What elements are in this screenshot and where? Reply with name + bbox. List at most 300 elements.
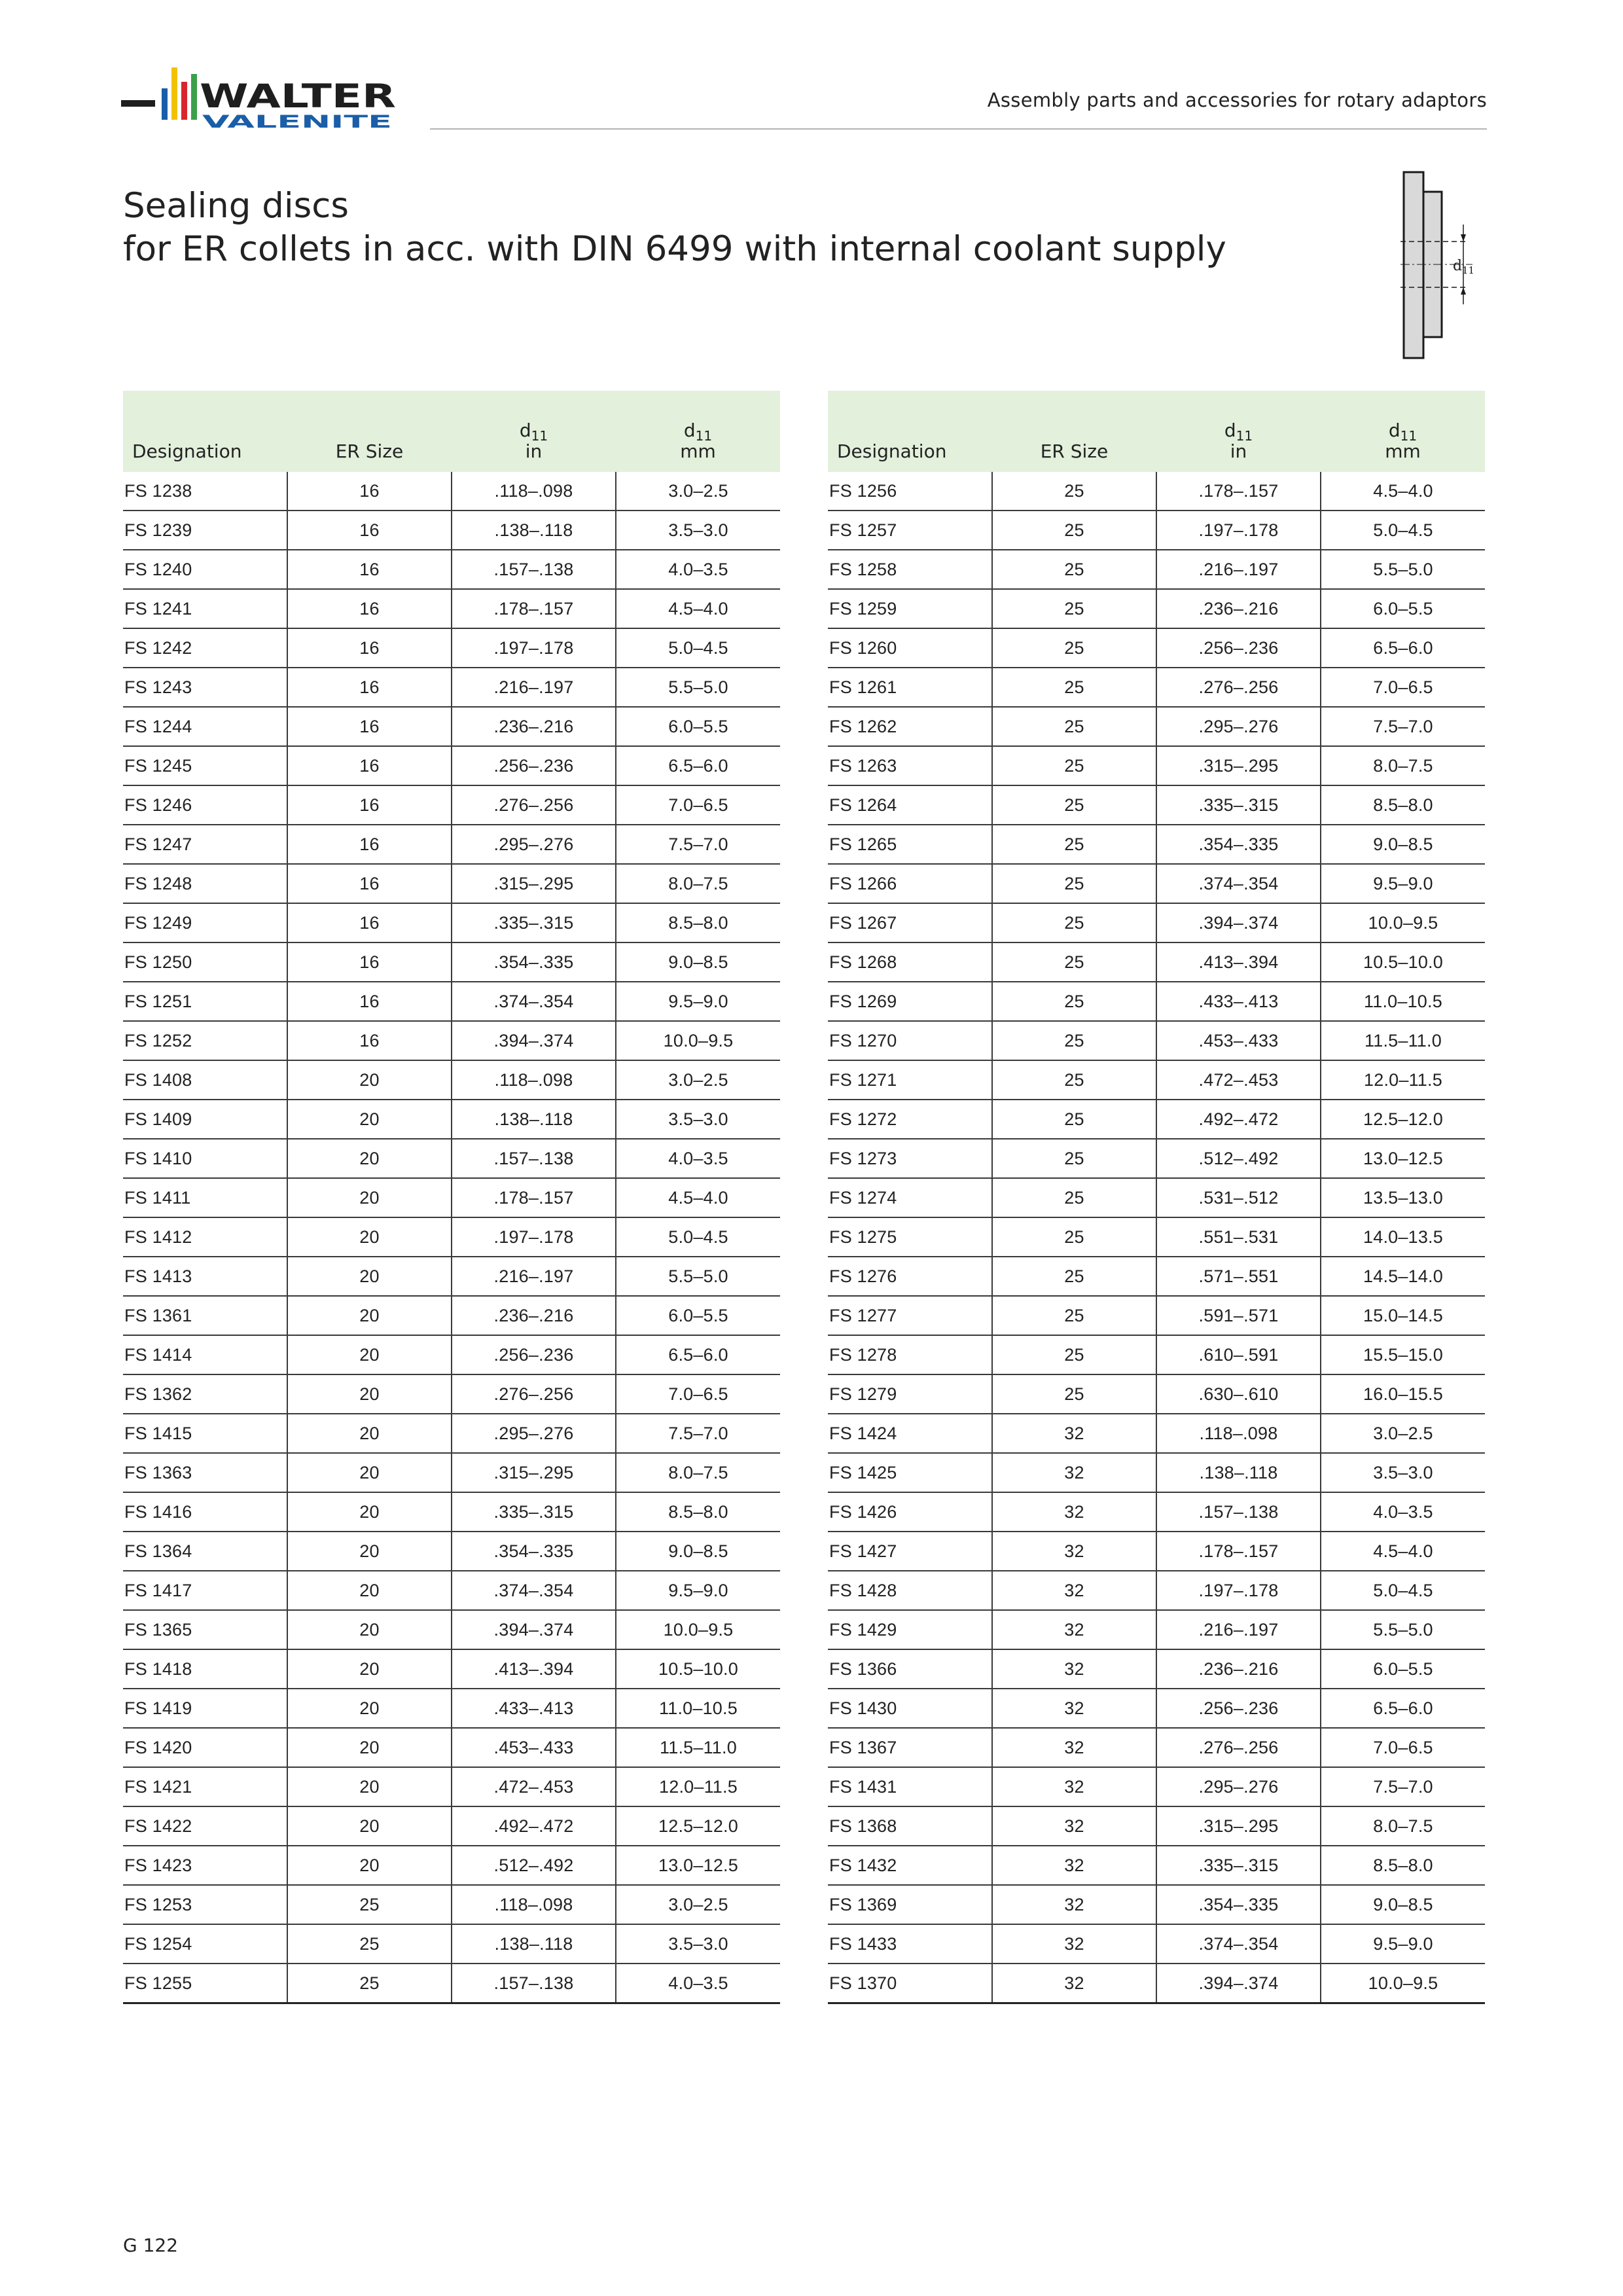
d11-mm-cell: 3.0–2.5 [1321, 1414, 1485, 1453]
table-left [123, 391, 780, 2004]
d11-mm-cell: 10.0–9.5 [1321, 903, 1485, 942]
d11-mm-cell: 5.0–4.5 [1321, 511, 1485, 550]
er-size-cell: 16 [287, 746, 452, 785]
designation-cell: FS 1369 [828, 1885, 992, 1924]
d11-mm-cell: 13.5–13.0 [1321, 1178, 1485, 1217]
designation-cell: FS 1422 [123, 1806, 287, 1846]
d11-mm-cell: 9.5–9.0 [1321, 864, 1485, 903]
designation-cell: FS 1259 [828, 589, 992, 628]
designation-cell: FS 1370 [828, 1964, 992, 2003]
designation-cell: FS 1239 [123, 511, 287, 550]
designation-cell: FS 1260 [828, 628, 992, 668]
d11-in-cell: .453–.433 [452, 1728, 616, 1767]
table-row [123, 1335, 780, 1374]
designation-cell: FS 1420 [123, 1728, 287, 1767]
page-title [123, 185, 1226, 271]
designation-cell: FS 1255 [123, 1964, 287, 2003]
d11-mm-cell: 5.5–5.0 [616, 1257, 780, 1296]
d11-in-cell: .335–.315 [1156, 1846, 1321, 1885]
d11-mm-cell: 7.0–6.5 [1321, 1728, 1485, 1767]
d11-mm-cell: 6.0–5.5 [616, 707, 780, 746]
designation-cell: FS 1270 [828, 1021, 992, 1060]
d11-mm-cell: 4.0–3.5 [616, 1964, 780, 2003]
d11-in-cell: .118–.098 [1156, 1414, 1321, 1453]
er-size-cell: 20 [287, 1806, 452, 1846]
d11-mm-cell: 13.0–12.5 [1321, 1139, 1485, 1178]
er-size-cell: 16 [287, 903, 452, 942]
table-row [828, 511, 1485, 550]
er-size-cell: 20 [287, 1532, 452, 1571]
table-row [123, 785, 780, 825]
table-row [123, 1060, 780, 1100]
d11-in-cell: .118–.098 [452, 472, 616, 511]
d11-mm-cell: 6.5–6.0 [1321, 628, 1485, 668]
er-size-cell: 32 [992, 1806, 1156, 1846]
d11-in-cell: .630–.610 [1156, 1374, 1321, 1414]
designation-cell: FS 1251 [123, 982, 287, 1021]
table-row [123, 1610, 780, 1649]
d11-in-cell: .276–.256 [452, 1374, 616, 1414]
er-size-cell: 25 [992, 942, 1156, 982]
designation-cell: FS 1258 [828, 550, 992, 589]
er-size-cell: 32 [992, 1414, 1156, 1453]
er-size-cell: 32 [992, 1924, 1156, 1964]
designation-cell: FS 1428 [828, 1571, 992, 1610]
d11-mm-cell: 8.5–8.0 [616, 1492, 780, 1532]
d11-in-cell: .157–.138 [452, 1139, 616, 1178]
er-size-cell: 20 [287, 1139, 452, 1178]
designation-cell: FS 1252 [123, 1021, 287, 1060]
table-row [123, 1217, 780, 1257]
er-size-cell: 25 [287, 1885, 452, 1924]
er-size-cell: 25 [992, 1257, 1156, 1296]
d11-mm-cell: 6.0–5.5 [1321, 1649, 1485, 1689]
d11-in-cell: .236–.216 [452, 707, 616, 746]
d11-mm-cell: 4.5–4.0 [616, 1178, 780, 1217]
d11-mm-cell: 3.5–3.0 [616, 1924, 780, 1964]
er-size-cell: 32 [992, 1728, 1156, 1767]
d11-mm-cell: 5.5–5.0 [616, 668, 780, 707]
er-size-cell: 25 [992, 1139, 1156, 1178]
designation-cell: FS 1361 [123, 1296, 287, 1335]
designation-cell: FS 1274 [828, 1178, 992, 1217]
table-row [828, 1964, 1485, 2003]
table-header-row [123, 391, 780, 472]
er-size-cell: 20 [287, 1335, 452, 1374]
table-row [828, 589, 1485, 628]
d11-mm-cell: 3.0–2.5 [616, 1060, 780, 1100]
table-row [828, 746, 1485, 785]
er-size-cell: 25 [992, 903, 1156, 942]
designation-cell: FS 1277 [828, 1296, 992, 1335]
d11-in-cell: .236–.216 [452, 1296, 616, 1335]
d11-mm-cell: 9.5–9.0 [616, 982, 780, 1021]
designation-cell: FS 1418 [123, 1649, 287, 1689]
er-size-cell: 16 [287, 707, 452, 746]
table-row [828, 1492, 1485, 1532]
designation-cell: FS 1267 [828, 903, 992, 942]
table-row [828, 1806, 1485, 1846]
er-size-cell: 20 [287, 1767, 452, 1806]
er-size-cell: 20 [287, 1178, 452, 1217]
d11-in-cell: .315–.295 [452, 1453, 616, 1492]
er-size-cell: 25 [992, 864, 1156, 903]
table-row [828, 1532, 1485, 1571]
d11-mm-cell: 3.0–2.5 [616, 472, 780, 511]
er-size-cell: 25 [992, 746, 1156, 785]
d11-mm-cell: 9.0–8.5 [616, 1532, 780, 1571]
er-size-cell: 25 [992, 1060, 1156, 1100]
d11-in-cell: .531–.512 [1156, 1178, 1321, 1217]
d11-in-cell: .315–.295 [1156, 1806, 1321, 1846]
d11-in-cell: .551–.531 [1156, 1217, 1321, 1257]
table-row [828, 550, 1485, 589]
designation-cell: FS 1362 [123, 1374, 287, 1414]
d11-in-cell: .138–.118 [452, 1924, 616, 1964]
er-size-cell: 32 [992, 1610, 1156, 1649]
d11-mm-cell: 7.0–6.5 [616, 1374, 780, 1414]
table-row [828, 864, 1485, 903]
d11-mm-cell: 10.0–9.5 [616, 1021, 780, 1060]
table-row [123, 1453, 780, 1492]
designation-cell: FS 1426 [828, 1492, 992, 1532]
designation-cell: FS 1412 [123, 1217, 287, 1257]
page-number: G 122 [123, 2234, 179, 2256]
d11-in-cell: .216–.197 [452, 1257, 616, 1296]
table-row [123, 550, 780, 589]
d11-mm-cell: 6.5–6.0 [616, 1335, 780, 1374]
er-size-cell: 20 [287, 1374, 452, 1414]
d11-in-cell: .295–.276 [1156, 707, 1321, 746]
d11-in-cell: .216–.197 [1156, 1610, 1321, 1649]
title-line-2: for ER collets in acc. with DIN 6499 with internal coolant supply [123, 229, 1226, 269]
d11-in-cell: .197–.178 [452, 1217, 616, 1257]
d11-in-cell: .492–.472 [1156, 1100, 1321, 1139]
table-row [123, 1139, 780, 1178]
designation-cell: FS 1272 [828, 1100, 992, 1139]
table-row [828, 1689, 1485, 1728]
table-row [828, 628, 1485, 668]
title-line-1: Sealing discs [123, 186, 349, 226]
d11-mm-cell: 15.5–15.0 [1321, 1335, 1485, 1374]
table-row [828, 1021, 1485, 1060]
er-size-cell: 20 [287, 1060, 452, 1100]
table-row [123, 1806, 780, 1846]
er-size-cell: 16 [287, 785, 452, 825]
d11-mm-cell: 4.5–4.0 [1321, 472, 1485, 511]
designation-cell: FS 1257 [828, 511, 992, 550]
table-row [828, 1139, 1485, 1178]
col-header-er-size: ER Size [992, 391, 1156, 472]
designation-cell: FS 1248 [123, 864, 287, 903]
d11-in-cell: .394–.374 [1156, 1964, 1321, 2003]
designation-cell: FS 1271 [828, 1060, 992, 1100]
table-row [123, 472, 780, 511]
table-body-left [123, 472, 780, 2003]
d11-mm-cell: 11.0–10.5 [1321, 982, 1485, 1021]
d11-mm-cell: 7.5–7.0 [1321, 707, 1485, 746]
d11-mm-cell: 6.0–5.5 [616, 1296, 780, 1335]
d11-mm-cell: 7.0–6.5 [1321, 668, 1485, 707]
table-row [123, 1374, 780, 1414]
er-size-cell: 16 [287, 864, 452, 903]
drawing-label-d: d [1453, 258, 1463, 274]
table-row [123, 1178, 780, 1217]
d11-mm-cell: 13.0–12.5 [616, 1846, 780, 1885]
er-size-cell: 16 [287, 1021, 452, 1060]
logo-text-walter: WALTER [200, 77, 396, 115]
table-row [828, 1335, 1485, 1374]
d11-in-cell: .354–.335 [452, 942, 616, 982]
d11-mm-cell: 9.0–8.5 [616, 942, 780, 982]
er-size-cell: 25 [992, 589, 1156, 628]
designation-cell: FS 1247 [123, 825, 287, 864]
d11-in-cell: .413–.394 [452, 1649, 616, 1689]
d11-mm-cell: 4.5–4.0 [616, 589, 780, 628]
table-row [123, 628, 780, 668]
d11-mm-cell: 8.0–7.5 [616, 864, 780, 903]
table-row [123, 1492, 780, 1532]
d11-in-cell: .610–.591 [1156, 1335, 1321, 1374]
d11-in-cell: .315–.295 [452, 864, 616, 903]
designation-cell: FS 1415 [123, 1414, 287, 1453]
designation-cell: FS 1263 [828, 746, 992, 785]
d11-mm-cell: 6.5–6.0 [1321, 1689, 1485, 1728]
sealing-disc-drawing [1400, 169, 1492, 365]
er-size-cell: 32 [992, 1649, 1156, 1689]
designation-cell: FS 1238 [123, 472, 287, 511]
er-size-cell: 20 [287, 1728, 452, 1767]
col-header-d11-in: $d_{11}$ in [452, 391, 616, 472]
table-row [828, 1885, 1485, 1924]
er-size-cell: 25 [992, 1296, 1156, 1335]
d11-in-cell: .138–.118 [1156, 1453, 1321, 1492]
er-size-cell: 16 [287, 511, 452, 550]
table-row [123, 864, 780, 903]
er-size-cell: 20 [287, 1492, 452, 1532]
table-row [828, 1060, 1485, 1100]
d11-in-cell: .216–.197 [1156, 550, 1321, 589]
d11-mm-cell: 10.5–10.0 [1321, 942, 1485, 982]
er-size-cell: 20 [287, 1610, 452, 1649]
table-row [828, 1257, 1485, 1296]
table-row [828, 825, 1485, 864]
er-size-cell: 25 [992, 1100, 1156, 1139]
er-size-cell: 25 [992, 1021, 1156, 1060]
er-size-cell: 32 [992, 1532, 1156, 1571]
logo-text-valenite: VALENITE [202, 112, 392, 132]
designation-cell: FS 1367 [828, 1728, 992, 1767]
er-size-cell: 32 [992, 1885, 1156, 1924]
designation-cell: FS 1262 [828, 707, 992, 746]
d11-in-cell: .472–.453 [452, 1767, 616, 1806]
er-size-cell: 25 [992, 550, 1156, 589]
d11-mm-cell: 11.5–11.0 [1321, 1021, 1485, 1060]
d11-in-cell: .197–.178 [1156, 511, 1321, 550]
er-size-cell: 20 [287, 1296, 452, 1335]
d11-in-cell: .157–.138 [452, 1964, 616, 2003]
designation-cell: FS 1249 [123, 903, 287, 942]
table-row [828, 1846, 1485, 1885]
designation-cell: FS 1240 [123, 550, 287, 589]
d11-mm-cell: 6.5–6.0 [616, 746, 780, 785]
d11-mm-cell: 9.5–9.0 [616, 1571, 780, 1610]
sealing-disc-table-left [123, 391, 780, 2004]
d11-in-cell: .236–.216 [1156, 1649, 1321, 1689]
designation-cell: FS 1408 [123, 1060, 287, 1100]
d11-in-cell: .453–.433 [1156, 1021, 1321, 1060]
designation-cell: FS 1269 [828, 982, 992, 1021]
d11-in-cell: .394–.374 [452, 1021, 616, 1060]
designation-cell: FS 1250 [123, 942, 287, 982]
table-row [123, 668, 780, 707]
table-row [123, 1964, 780, 2003]
table-row [828, 1453, 1485, 1492]
d11-mm-cell: 5.0–4.5 [1321, 1571, 1485, 1610]
walter-valenite-logo [121, 62, 402, 134]
designation-cell: FS 1254 [123, 1924, 287, 1964]
designation-cell: FS 1241 [123, 589, 287, 628]
table-row [828, 1414, 1485, 1453]
d11-in-cell: .178–.157 [1156, 1532, 1321, 1571]
designation-cell: FS 1266 [828, 864, 992, 903]
d11-mm-cell: 7.5–7.0 [1321, 1767, 1485, 1806]
table-row [828, 1924, 1485, 1964]
designation-cell: FS 1279 [828, 1374, 992, 1414]
table-row [828, 1296, 1485, 1335]
d11-mm-cell: 7.0–6.5 [616, 785, 780, 825]
d11-mm-cell: 12.0–11.5 [1321, 1060, 1485, 1100]
table-row [123, 1728, 780, 1767]
table-right [828, 391, 1485, 2004]
table-row [123, 1021, 780, 1060]
designation-cell: FS 1253 [123, 1885, 287, 1924]
table-row [123, 1924, 780, 1964]
d11-in-cell: .335–.315 [452, 1492, 616, 1532]
d11-mm-cell: 5.0–4.5 [616, 628, 780, 668]
table-row [828, 942, 1485, 982]
col-header-d11-in: $d_{11}$ in [1156, 391, 1321, 472]
designation-cell: FS 1427 [828, 1532, 992, 1571]
d11-in-cell: .236–.216 [1156, 589, 1321, 628]
d11-mm-cell: 14.5–14.0 [1321, 1257, 1485, 1296]
d11-in-cell: .374–.354 [452, 982, 616, 1021]
d11-mm-cell: 7.5–7.0 [616, 825, 780, 864]
designation-cell: FS 1421 [123, 1767, 287, 1806]
table-row [123, 707, 780, 746]
header-divider [430, 128, 1487, 130]
er-size-cell: 25 [287, 1964, 452, 2003]
designation-cell: FS 1243 [123, 668, 287, 707]
er-size-cell: 25 [992, 1217, 1156, 1257]
er-size-cell: 20 [287, 1453, 452, 1492]
d11-mm-cell: 4.5–4.0 [1321, 1532, 1485, 1571]
er-size-cell: 25 [992, 628, 1156, 668]
table-row [828, 707, 1485, 746]
er-size-cell: 20 [287, 1689, 452, 1728]
d11-in-cell: .394–.374 [452, 1610, 616, 1649]
table-row [828, 1610, 1485, 1649]
er-size-cell: 32 [992, 1453, 1156, 1492]
designation-cell: FS 1242 [123, 628, 287, 668]
col-header-designation: Designation [828, 391, 992, 472]
table-row [123, 589, 780, 628]
designation-cell: FS 1431 [828, 1767, 992, 1806]
table-row [828, 1100, 1485, 1139]
table-row [828, 1217, 1485, 1257]
d11-in-cell: .118–.098 [452, 1060, 616, 1100]
designation-cell: FS 1368 [828, 1806, 992, 1846]
d11-mm-cell: 16.0–15.5 [1321, 1374, 1485, 1414]
d11-mm-cell: 3.5–3.0 [616, 511, 780, 550]
designation-cell: FS 1256 [828, 472, 992, 511]
d11-in-cell: .472–.453 [1156, 1060, 1321, 1100]
d11-in-cell: .178–.157 [1156, 472, 1321, 511]
designation-cell: FS 1424 [828, 1414, 992, 1453]
d11-mm-cell: 6.0–5.5 [1321, 589, 1485, 628]
d11-mm-cell: 9.0–8.5 [1321, 1885, 1485, 1924]
designation-cell: FS 1416 [123, 1492, 287, 1532]
sealing-disc-table-right [828, 391, 1485, 2004]
d11-in-cell: .197–.178 [452, 628, 616, 668]
d11-in-cell: .295–.276 [1156, 1767, 1321, 1806]
d11-mm-cell: 8.5–8.0 [616, 903, 780, 942]
er-size-cell: 25 [287, 1924, 452, 1964]
table-row [828, 1178, 1485, 1217]
d11-mm-cell: 10.0–9.5 [1321, 1964, 1485, 2003]
er-size-cell: 25 [992, 707, 1156, 746]
designation-cell: FS 1246 [123, 785, 287, 825]
d11-in-cell: .374–.354 [452, 1571, 616, 1610]
d11-in-cell: .335–.315 [1156, 785, 1321, 825]
table-row [123, 1689, 780, 1728]
section-title: Assembly parts and accessories for rotary adaptors [987, 89, 1487, 111]
table-body-right [828, 472, 1485, 2003]
d11-in-cell: .295–.276 [452, 1414, 616, 1453]
d11-mm-cell: 5.0–4.5 [616, 1217, 780, 1257]
table-row [828, 903, 1485, 942]
er-size-cell: 32 [992, 1964, 1156, 2003]
er-size-cell: 16 [287, 628, 452, 668]
d11-mm-cell: 11.0–10.5 [616, 1689, 780, 1728]
d11-in-cell: .295–.276 [452, 825, 616, 864]
table-row [123, 1649, 780, 1689]
designation-cell: FS 1411 [123, 1178, 287, 1217]
table-row [828, 668, 1485, 707]
table-row [123, 1571, 780, 1610]
er-size-cell: 16 [287, 942, 452, 982]
designation-cell: FS 1419 [123, 1689, 287, 1728]
table-row [828, 785, 1485, 825]
er-size-cell: 32 [992, 1689, 1156, 1728]
d11-mm-cell: 15.0–14.5 [1321, 1296, 1485, 1335]
er-size-cell: 25 [992, 1335, 1156, 1374]
d11-in-cell: .256–.236 [452, 746, 616, 785]
table-row [123, 942, 780, 982]
d11-mm-cell: 12.5–12.0 [1321, 1100, 1485, 1139]
designation-cell: FS 1414 [123, 1335, 287, 1374]
er-size-cell: 20 [287, 1649, 452, 1689]
designation-cell: FS 1244 [123, 707, 287, 746]
d11-in-cell: .571–.551 [1156, 1257, 1321, 1296]
designation-cell: FS 1264 [828, 785, 992, 825]
d11-in-cell: .394–.374 [1156, 903, 1321, 942]
table-row [123, 1846, 780, 1885]
designation-cell: FS 1430 [828, 1689, 992, 1728]
d11-in-cell: .354–.335 [1156, 825, 1321, 864]
table-row [828, 1571, 1485, 1610]
logo-mark [121, 62, 402, 134]
